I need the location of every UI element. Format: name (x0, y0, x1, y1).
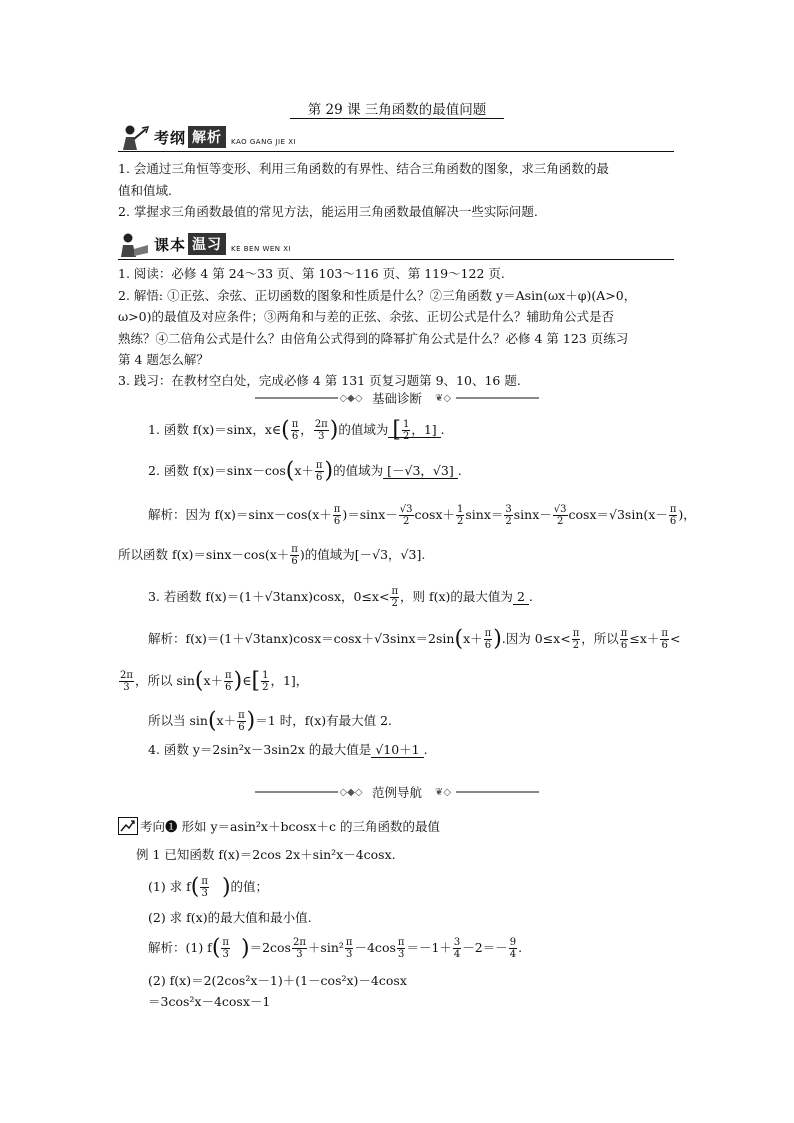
review-line: ω>0)的最值及对应条件；③两角和与差的正弦、余弦、正切公式是什么？辅助角公式是否 (118, 309, 614, 324)
outline-line: 2. 掌握求三角函数最值的常见方法，能运用三角函数最值解决一些实际问题. (118, 204, 538, 219)
ornament-line (255, 791, 338, 793)
reading-student-icon (118, 231, 152, 257)
answer-blank: 2 (513, 589, 529, 605)
example-1-solution: 解析：(1) f( $\frac{\pi}{3}$ )＝2cos $\frac{2\pi}{3}$ ＋sin² $\frac{\pi}{3}$ －4cos $\frac{\pi}{3}$ ＝－1＋ $\frac{3}{4}$ －2＝－ $\frac{9}{4}$ . (148, 935, 523, 961)
answer-blank: [ $\frac{1}{2}$ ，1] (388, 422, 440, 438)
section-title: 基础诊断 (372, 391, 423, 406)
review-line: 熟练？④二倍角公式是什么？由倍角公式得到的降幂扩角公式是什么？必修 4 第 123 页练习 (118, 331, 629, 346)
solution-2-line2: 所以函数 f(x)＝sinx－cos(x＋ $\frac{\pi}{6}$ )的值域为[－√3，√3]. (118, 544, 426, 567)
student-figure-icon (118, 124, 152, 150)
question-3: 3. 若函数 f(x)＝(1＋√3tanx)cosx，0≤x< $\frac{\pi}{2}$ ，则 f(x)的最大值为 2 . (148, 586, 533, 609)
divider (118, 259, 674, 260)
example-1: 例 1 已知函数 f(x)＝2cos 2x＋sin²x－4cosx. (136, 847, 396, 862)
badge-label: 考纲 (154, 128, 187, 147)
ornament-line (255, 397, 338, 399)
outline-line: 1. 会通过三角恒等变形、利用三角函数的有界性、结合三角函数的图象，求三角函数的最 (118, 161, 609, 176)
example-1-solution-line3: ＝3cos²x－4cosx－1 (148, 994, 271, 1009)
solution-3-line1: 解析：f(x)＝(1＋√3tanx)cosx＝cosx＋√3sinx＝2sin(x＋ $\frac{\pi}{6}$ ).因为 0≤x< $\frac{\pi}{2}$ ，所以 $\frac{\pi}{6}$ ≤x＋ $\frac{\pi}{6}$ < (148, 626, 681, 652)
badge-pinyin: KE BEN WEN XI (231, 244, 292, 253)
section-badge-outline (118, 124, 296, 150)
section-header-examples (255, 783, 539, 801)
example-1-part2: (2) 求 f(x)的最大值和最小值. (148, 910, 312, 925)
badge-highlight: 解析 (188, 126, 226, 148)
trend-arrow-icon (118, 817, 138, 835)
badge-label: 课本 (154, 235, 187, 254)
example-1-part1: (1) 求 f( $\frac{\pi}{3}$ )的值； (148, 874, 269, 900)
ornament-icon: ❦◇ (434, 392, 452, 404)
badge-highlight: 温习 (188, 233, 226, 255)
section-badge-review (118, 231, 291, 257)
review-line: 2. 解悟: ①正弦、余弦、正切函数的图象和性质是什么？②三角函数 y＝Asin(ωx＋φ)(A>0， (118, 288, 637, 303)
kaoxiang-heading: 考向❶ 形如 y＝asin²x＋bcosx＋c 的三角函数的最值 (118, 817, 440, 835)
answer-blank: √10＋1 (371, 742, 423, 758)
solution-3-line3: 所以当 sin(x＋ $\frac{\pi}{6}$ )＝1 时，f(x)有最大值 2. (148, 708, 393, 734)
ornament-line (456, 397, 539, 399)
ornament-line (456, 791, 539, 793)
review-line: 3. 践习：在教材空白处，完成必修 4 第 131 页复习题第 9、10、16 题. (118, 373, 521, 388)
ornament-icon: ❦◇ (434, 786, 452, 798)
badge-pinyin: KAO GANG JIE XI (231, 137, 297, 146)
section-title: 范例导航 (372, 785, 423, 800)
question-4: 4. 函数 y＝2sin²x－3sin2x 的最大值是 √10＋1 . (148, 742, 428, 757)
question-2: 2. 函数 f(x)＝sinx－cos(x＋ $\frac{\pi}{6}$ )的值域为 [－√3，√3] . (148, 458, 462, 484)
outline-line: 值和值域. (118, 183, 172, 198)
divider (118, 151, 674, 152)
ornament-icon: ◇◆◇ (339, 392, 363, 404)
review-line: 第 4 题怎么解？ (118, 352, 209, 367)
example-1-solution-line2: (2) f(x)＝2(2cos²x－1)＋(1－cos²x)－4cosx (148, 973, 407, 988)
ornament-icon: ◇◆◇ (339, 786, 363, 798)
section-header-diagnosis (255, 389, 539, 407)
page-title: 第 29 课 三角函数的最值问题 (0, 98, 794, 118)
question-1: 1. 函数 f(x)＝sinx，x∈( $\frac{\pi}{6}$ ， $\frac{2\pi}{3}$ )的值域为 [ $\frac{1}{2}$ ，1] . (148, 417, 445, 443)
solution-2-line1: 解析：因为 f(x)＝sinx－cos(x＋ $\frac{\pi}{6}$ )＝sinx－ $\frac{√3}{2}$ cosx＋ $\frac{1}{2}$ sinx＝ $\frac{3}{2}$ sinx－ $\frac{√3}{2}$ cosx＝√3sin(x－ $\frac{\pi}{6}$ )， (148, 504, 696, 527)
answer-blank: [－√3，√3] (383, 463, 458, 479)
review-line: 1. 阅读：必修 4 第 24～33 页、第 103～116 页、第 119～122 页. (118, 266, 505, 281)
solution-3-line2: $\frac{2\pi}{3}$ ，所以 sin(x＋ $\frac{\pi}{6}$ )∈[ $\frac{1}{2}$ ，1]， (120, 668, 309, 694)
